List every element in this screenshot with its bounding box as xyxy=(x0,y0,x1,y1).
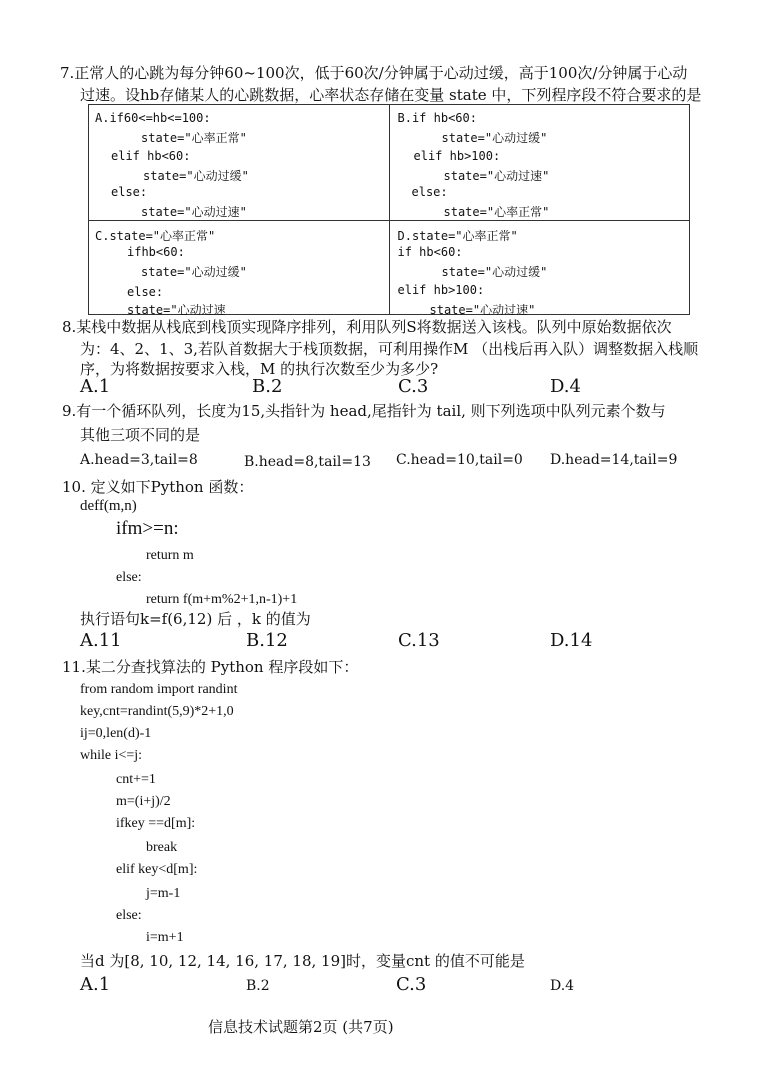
q9-option-a[interactable]: A.head=3,tail=8 xyxy=(80,452,198,468)
code-line: ij=0,len(d)-1 xyxy=(80,726,152,741)
q8-stem-line3: 序，为将数据按要求入栈，M 的执行次数至少为多少? xyxy=(80,360,439,378)
q11-question: 当d 为[8, 10, 12, 14, 16, 17, 18, 19]时，变量cnt 的值不可能是 xyxy=(80,952,525,970)
code-line: D.state="心率正常" xyxy=(397,229,518,243)
code-line: state="心动过速" xyxy=(443,169,550,183)
q9-stem-line2: 其他三项不同的是 xyxy=(80,426,201,444)
code-line: return m xyxy=(146,548,194,563)
q8-option-d[interactable]: D.4 xyxy=(550,376,581,397)
q11-option-b[interactable]: B.2 xyxy=(246,978,270,994)
code-line: C.state="心率正常" xyxy=(95,229,216,243)
code-line: elif hb>100: xyxy=(413,149,501,163)
code-line: state="心动过缓" xyxy=(441,131,548,145)
q11-option-d[interactable]: D.4 xyxy=(550,978,575,994)
q10-option-a[interactable]: A.11 xyxy=(80,630,122,651)
code-line: else: xyxy=(116,570,142,585)
page-footer: 信息技术试题第2页 (共7页) xyxy=(208,1018,394,1036)
code-line: else: xyxy=(116,908,142,923)
code-line: state="心率正常" xyxy=(141,131,247,145)
q10-option-c[interactable]: C.13 xyxy=(398,630,440,651)
q10-option-b[interactable]: B.12 xyxy=(246,630,288,651)
code-line: else: xyxy=(411,185,448,199)
code-line: state="心动过缓" xyxy=(441,265,548,279)
q9-option-c[interactable]: C.head=10,tail=0 xyxy=(396,452,523,468)
code-line: else: xyxy=(111,185,148,199)
q7-option-a xyxy=(89,105,390,221)
q8-option-b[interactable]: B.2 xyxy=(252,376,283,397)
q10-option-d[interactable]: D.14 xyxy=(550,630,593,651)
q7-option-c xyxy=(89,221,390,315)
q11-stem: 11.某二分查找算法的 Python 程序段如下： xyxy=(62,658,359,676)
q7-stem-line2: 过速。设hb存储某人的心跳数据，心率状态存储在变量 state 中，下列程序段不符合要求的是 xyxy=(80,86,702,104)
q8-stem-line1: 8.某栈中数据从栈底到栈顶实现降序排列，利用队列S将数据送入该栈。队列中原始数据依次 xyxy=(62,318,672,336)
code-line: B.if hb<60: xyxy=(397,111,477,125)
code-line: ifkey ==d[m]: xyxy=(116,816,196,831)
code-line: key,cnt=randint(5,9)*2+1,0 xyxy=(80,704,234,719)
q11-option-c[interactable]: C.3 xyxy=(396,974,427,995)
q7-option-d xyxy=(389,221,690,315)
code-line: A.if60<=hb<=100: xyxy=(95,111,211,125)
q7-stem-line1: 7.正常人的心跳为每分钟60~100次，低于60次/分钟属于心动过缓，高于100次/分钟属于心动 xyxy=(60,64,688,82)
code-line: break xyxy=(146,840,178,855)
code-line: elif hb>100: xyxy=(397,283,485,297)
code-line: state="心动过缓" xyxy=(143,169,249,183)
code-line: if hb<60: xyxy=(397,245,463,259)
code-line: deff(m,n) xyxy=(80,498,137,514)
code-line: state="心动过速" xyxy=(141,205,247,219)
q9-option-d[interactable]: D.head=14,tail=9 xyxy=(550,452,678,468)
code-line: ifm>=n: xyxy=(116,518,179,539)
q7-option-b xyxy=(389,105,690,221)
code-line: else: xyxy=(127,285,164,299)
q11-option-a[interactable]: A.1 xyxy=(80,974,111,995)
q10-stem: 10. 定义如下Python 函数： xyxy=(62,478,254,496)
q9-stem-line1: 9.有一个循环队列，长度为15,头指针为 head,尾指针为 tail, 则下列选项中队列元素个数与 xyxy=(62,402,666,420)
code-line: state="心动过缓" xyxy=(141,265,247,279)
code-line: j=m-1 xyxy=(146,886,181,901)
code-line: m=(i+j)/2 xyxy=(116,794,171,809)
code-line: ifhb<60: xyxy=(127,245,185,259)
code-line: from random import randint xyxy=(80,682,238,697)
code-line: while i<=j: xyxy=(80,748,143,763)
q7-options-table xyxy=(88,104,690,315)
code-line: elif hb<60: xyxy=(111,149,191,163)
q9-option-b[interactable]: B.head=8,tail=13 xyxy=(244,454,371,470)
code-line: state="心率正常" xyxy=(443,205,550,219)
code-line: elif key<d[m]: xyxy=(116,862,198,877)
code-line: return f(m+m%2+1,n-1)+1 xyxy=(146,592,298,607)
q8-stem-line2: 为：4、2、1、3,若队首数据大于栈顶数据，可利用操作M （出栈后再入队）调整数据入栈顺 xyxy=(80,340,699,358)
code-line: i=m+1 xyxy=(146,930,184,945)
code-line: state="心动过速" xyxy=(429,303,536,317)
code-line: state="心动过速 xyxy=(127,303,226,317)
q8-option-c[interactable]: C.3 xyxy=(398,376,429,397)
q8-option-a[interactable]: A.1 xyxy=(80,376,111,397)
code-line: cnt+=1 xyxy=(116,772,156,787)
q10-question: 执行语句k=f(6,12) 后 ，k 的值为 xyxy=(80,610,311,628)
